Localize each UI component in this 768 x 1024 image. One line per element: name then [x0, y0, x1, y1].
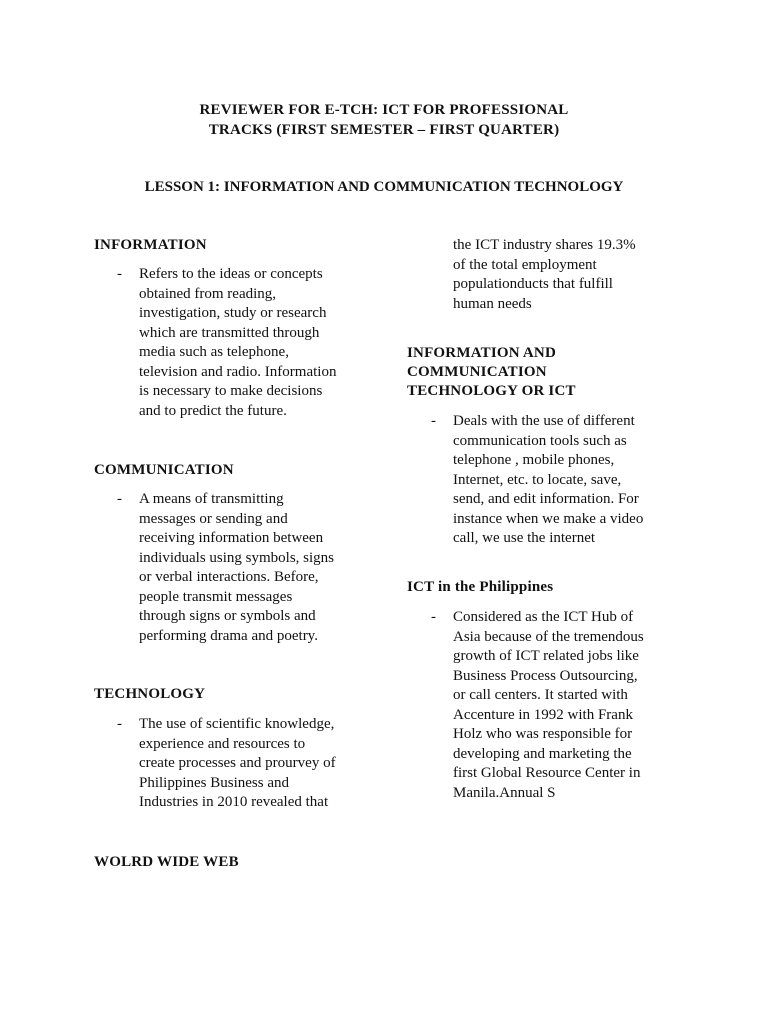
text-line: or call centers. It started with: [453, 687, 628, 703]
heading-line: INFORMATION AND: [407, 345, 556, 361]
text-line: the ICT industry shares 19.3%: [453, 237, 636, 253]
document-title-line-1: REVIEWER FOR E-TCH: ICT FOR PROFESSIONAL: [199, 102, 569, 118]
bullet-dash: -: [117, 716, 122, 732]
bullet-dash: -: [117, 266, 122, 282]
text-line: Accenture in 1992 with Frank: [453, 706, 633, 723]
text-line: human needs: [453, 295, 532, 312]
text-line: create processes and prourvey of: [139, 755, 336, 771]
paragraph-technology: [139, 715, 336, 813]
text-line: or verbal interactions. Before,: [139, 569, 319, 585]
section-heading-ict-philippines: ICT in the Philippines: [407, 579, 554, 595]
section-heading-technology: TECHNOLOGY: [94, 686, 206, 702]
text-line: messages or sending and: [139, 510, 288, 527]
text-line: media such as telephone,: [139, 344, 289, 360]
text-line: The use of scientific knowledge,: [139, 716, 335, 732]
text-line: send, and edit information. For: [453, 491, 639, 507]
text-line: A means of transmitting: [139, 491, 284, 507]
text-line: individuals using symbols, signs: [139, 549, 335, 566]
text-line: of the total employment: [453, 256, 597, 273]
bullet-dash: -: [117, 491, 122, 507]
text-line: receiving information between: [139, 530, 324, 546]
text-line: Deals with the use of different: [453, 413, 635, 429]
text-line: Philippines Business and: [139, 774, 290, 791]
text-line: obtained from reading,: [139, 285, 277, 302]
text-line: and to predict the future.: [139, 402, 287, 419]
section-heading-ict: [407, 344, 576, 401]
text-line: Manila.Annual S: [453, 784, 556, 801]
heading-line: COMMUNICATION: [407, 364, 547, 380]
text-line: Refers to the ideas or concepts: [139, 266, 323, 282]
paragraph-communication: [139, 490, 334, 646]
text-line: growth of ICT related jobs like: [453, 648, 639, 664]
text-line: performing drama and poetry.: [139, 627, 318, 644]
text-line: call, we use the internet: [453, 530, 596, 546]
text-line: investigation, study or research: [139, 305, 327, 321]
text-line: experience and resources to: [139, 735, 306, 752]
text-line: telephone , mobile phones,: [453, 452, 615, 468]
document-title-line-2: TRACKS (FIRST SEMESTER – FIRST QUARTER): [208, 122, 560, 138]
text-line: instance when we make a video: [453, 510, 644, 527]
text-line: Considered as the ICT Hub of: [453, 609, 634, 625]
text-line: first Global Resource Center in: [453, 765, 641, 781]
text-line: developing and marketing the: [453, 745, 632, 762]
text-line: Business Process Outsourcing,: [453, 667, 638, 684]
text-line: is necessary to make decisions: [139, 383, 323, 399]
text-line: populationducts that fulfill: [453, 276, 613, 292]
lesson-heading: LESSON 1: INFORMATION AND COMMUNICATION TECHNOLOGY: [144, 179, 624, 195]
text-line: people transmit messages: [139, 588, 293, 605]
section-heading-world-wide-web: WOLRD WIDE WEB: [94, 854, 239, 870]
text-line: Asia because of the tremendous: [453, 628, 644, 645]
section-heading-communication: COMMUNICATION: [94, 462, 234, 478]
heading-line: TECHNOLOGY OR ICT: [407, 383, 576, 399]
text-line: through signs or symbols and: [139, 608, 316, 624]
paragraph-information: [139, 265, 336, 421]
text-line: Internet, etc. to locate, save,: [453, 471, 622, 488]
text-line: Holz who was responsible for: [453, 726, 633, 742]
bullet-dash: -: [431, 609, 436, 625]
section-heading-information: INFORMATION: [94, 237, 207, 253]
text-line: television and radio. Information: [139, 363, 337, 380]
text-line: communication tools such as: [453, 432, 627, 449]
paragraph-ict-philippines: [453, 608, 644, 803]
text-line: which are transmitted through: [139, 324, 320, 341]
paragraph-ict: [453, 412, 643, 549]
text-line: Industries in 2010 revealed that: [139, 794, 329, 810]
bullet-dash: -: [431, 413, 436, 429]
paragraph-technology-continued: [453, 236, 636, 314]
